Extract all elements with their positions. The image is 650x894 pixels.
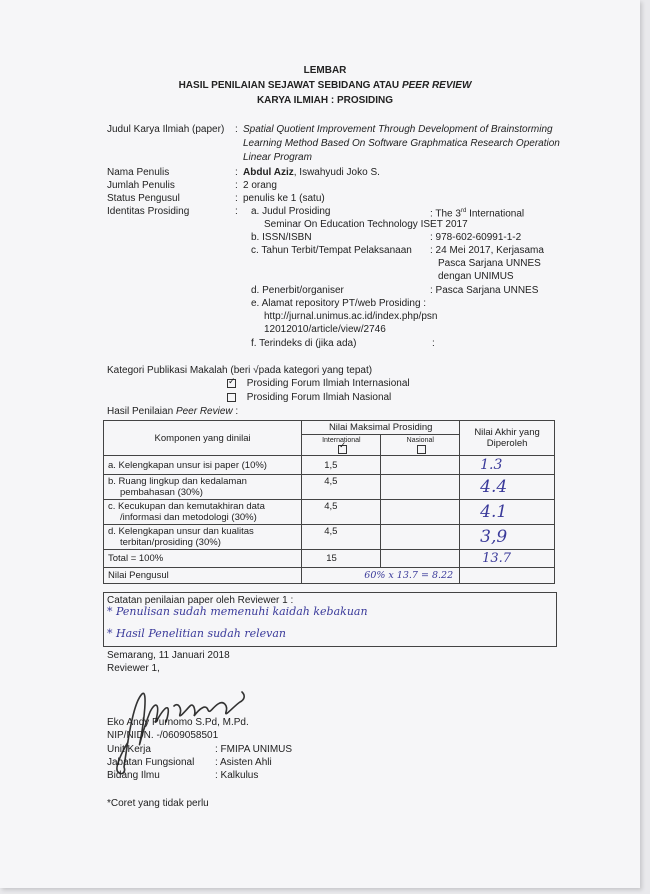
row-nasional bbox=[381, 525, 460, 550]
row-komponen: c. Kecukupan dan kemutakhiran data /informasi dan metodologi (30%) bbox=[104, 500, 302, 525]
checkbox-icon bbox=[417, 445, 426, 454]
judul-value-1: Spatial Quotient Improvement Through Development of Brainstorming bbox=[243, 124, 553, 135]
header-nasional: Nasional bbox=[381, 435, 460, 456]
reviewer-name: Eko Andy Purnomo S.Pd, M.Pd. bbox=[107, 717, 249, 728]
bidang-value: : Kalkulus bbox=[215, 770, 259, 781]
pengusul-akhir bbox=[460, 568, 555, 584]
catatan-note-1: * Penulisan sudah memenuhi kaidah kebakuan bbox=[107, 605, 368, 618]
header-internasional: International ✓ bbox=[302, 435, 381, 456]
total-akhir: 13.7 bbox=[460, 550, 555, 568]
identitas-c-value-3: dengan UNIMUS bbox=[438, 271, 514, 282]
nama-value: Abdul Aziz, Iswahyudi Joko S. bbox=[243, 167, 380, 178]
identitas-a-value-2: Seminar On Education Technology ISET 2017 bbox=[264, 219, 468, 230]
total-maks: 15 bbox=[302, 550, 381, 568]
catatan-note-2: * Hasil Penelitian sudah relevan bbox=[107, 627, 287, 640]
row-akhir: 3,9 bbox=[460, 525, 555, 550]
header-lembar: LEMBAR bbox=[303, 65, 347, 76]
identitas-e-label: e. Alamat repository PT/web Prosiding : bbox=[251, 298, 427, 309]
status-value: penulis ke 1 (satu) bbox=[243, 193, 325, 204]
identitas-c-value-1: : 24 Mei 2017, Kerjasama bbox=[430, 245, 544, 256]
table-row bbox=[104, 456, 555, 475]
row-nasional bbox=[381, 475, 460, 500]
row-maks: 1,5 bbox=[302, 456, 381, 475]
judul-value-2: Learning Method Based On Software Graphmatica Research Operation bbox=[243, 138, 560, 149]
jumlah-value: 2 orang bbox=[243, 180, 277, 191]
identitas-a-value: : The 3rd International bbox=[430, 208, 525, 220]
row-maks: 4,5 bbox=[302, 475, 381, 500]
reviewer-nip: NIP/NIDN. -/0609058501 bbox=[107, 730, 219, 741]
bidang-label: Bidang Ilmu bbox=[107, 770, 160, 781]
row-komponen: b. Ruang lingkup dan kedalaman pembahasan (30%) bbox=[104, 475, 302, 500]
identitas-c-value-2: Pasca Sarjana UNNES bbox=[438, 258, 541, 269]
table-row-total bbox=[104, 550, 555, 568]
checkbox-icon bbox=[227, 393, 236, 402]
identitas-f-label: f. Terindeks di (jika ada) bbox=[251, 338, 357, 349]
colon: : bbox=[235, 206, 238, 217]
identitas-b-label: b. ISSN/ISBN bbox=[251, 232, 312, 243]
row-nasional bbox=[381, 456, 460, 475]
checked-box-icon bbox=[227, 379, 236, 388]
table-row-pengusul bbox=[104, 568, 555, 584]
footnote: *Coret yang tidak perlu bbox=[107, 798, 209, 809]
table-row bbox=[104, 475, 555, 500]
kategori-title: Kategori Publikasi Makalah (beri √pada kategori yang tepat) bbox=[107, 365, 373, 376]
nama-label: Nama Penulis bbox=[107, 167, 170, 178]
row-nasional bbox=[381, 500, 460, 525]
colon: : bbox=[235, 124, 238, 135]
checked-box-icon bbox=[338, 445, 347, 454]
pengusul-label: Nilai Pengusul bbox=[104, 568, 302, 584]
reviewer-label: Reviewer 1, bbox=[107, 663, 160, 674]
row-akhir: 4.1 bbox=[460, 500, 555, 525]
header-nilai-akhir: Nilai Akhir yang Diperoleh bbox=[460, 421, 555, 456]
header-subtitle: KARYA ILMIAH : PROSIDING bbox=[256, 95, 394, 106]
row-maks: 4,5 bbox=[302, 500, 381, 525]
identitas-c-label: c. Tahun Terbit/Tempat Pelaksanaan bbox=[251, 245, 412, 256]
identitas-a-label: a. Judul Prosiding bbox=[251, 206, 331, 217]
table-caption: Hasil Penilaian Peer Review : bbox=[107, 406, 239, 417]
judul-label: Judul Karya Ilmiah (paper) bbox=[107, 124, 225, 135]
row-nasional bbox=[381, 550, 460, 568]
pengusul-formula: 60% x 13.7 = 8.22 bbox=[302, 568, 460, 584]
score-table bbox=[103, 420, 555, 584]
catatan-title: Catatan penilaian paper oleh Reviewer 1 : bbox=[107, 595, 294, 606]
identitas-e-value-1: http://jurnal.unimus.ac.id/index.php/psn bbox=[264, 311, 438, 322]
unit-label: Unit Kerja bbox=[107, 744, 151, 755]
identitas-label: Identitas Prosiding bbox=[107, 206, 190, 217]
place-date: Semarang, 11 Januari 2018 bbox=[107, 650, 230, 661]
colon: : bbox=[235, 167, 238, 178]
identitas-d-value: : Pasca Sarjana UNNES bbox=[430, 285, 539, 296]
kategori-option-nasional: Prosiding Forum Ilmiah Nasional bbox=[225, 391, 391, 404]
identitas-d-label: d. Penerbit/organiser bbox=[251, 285, 344, 296]
row-komponen: a. Kelengkapan unsur isi paper (10%) bbox=[104, 456, 302, 475]
table-row bbox=[104, 500, 555, 525]
table-row bbox=[104, 525, 555, 550]
colon: : bbox=[235, 193, 238, 204]
header-komponen: Komponen yang dinilai bbox=[104, 421, 302, 456]
identitas-b-value: : 978-602-60991-1-2 bbox=[430, 232, 522, 243]
row-maks: 4,5 bbox=[302, 525, 381, 550]
header-nilai-maks: Nilai Maksimal Prosiding bbox=[302, 421, 460, 435]
total-label: Total = 100% bbox=[104, 550, 302, 568]
row-akhir: 4.4 bbox=[460, 475, 555, 500]
row-komponen: d. Kelengkapan unsur dan kualitas terbitan/prosiding (30%) bbox=[104, 525, 302, 550]
status-label: Status Pengusul bbox=[107, 193, 180, 204]
identitas-e-value-2: 12012010/article/view/2746 bbox=[264, 324, 386, 335]
unit-value: : FMIPA UNIMUS bbox=[215, 744, 293, 755]
kategori-option-internasional: ✓ Prosiding Forum Ilmiah Internasional bbox=[225, 377, 410, 390]
identitas-f-value: : bbox=[432, 338, 435, 349]
judul-value-3: Linear Program bbox=[243, 152, 312, 163]
jabatan-label: Jabatan Fungsional bbox=[107, 757, 195, 768]
colon: : bbox=[235, 180, 238, 191]
jumlah-label: Jumlah Penulis bbox=[107, 180, 175, 191]
header-title: HASIL PENILAIAN SEJAWAT SEBIDANG ATAU PEER REVIEW bbox=[178, 80, 472, 91]
jabatan-value: : Asisten Ahli bbox=[215, 757, 272, 768]
row-akhir: 1.3 bbox=[460, 456, 555, 475]
